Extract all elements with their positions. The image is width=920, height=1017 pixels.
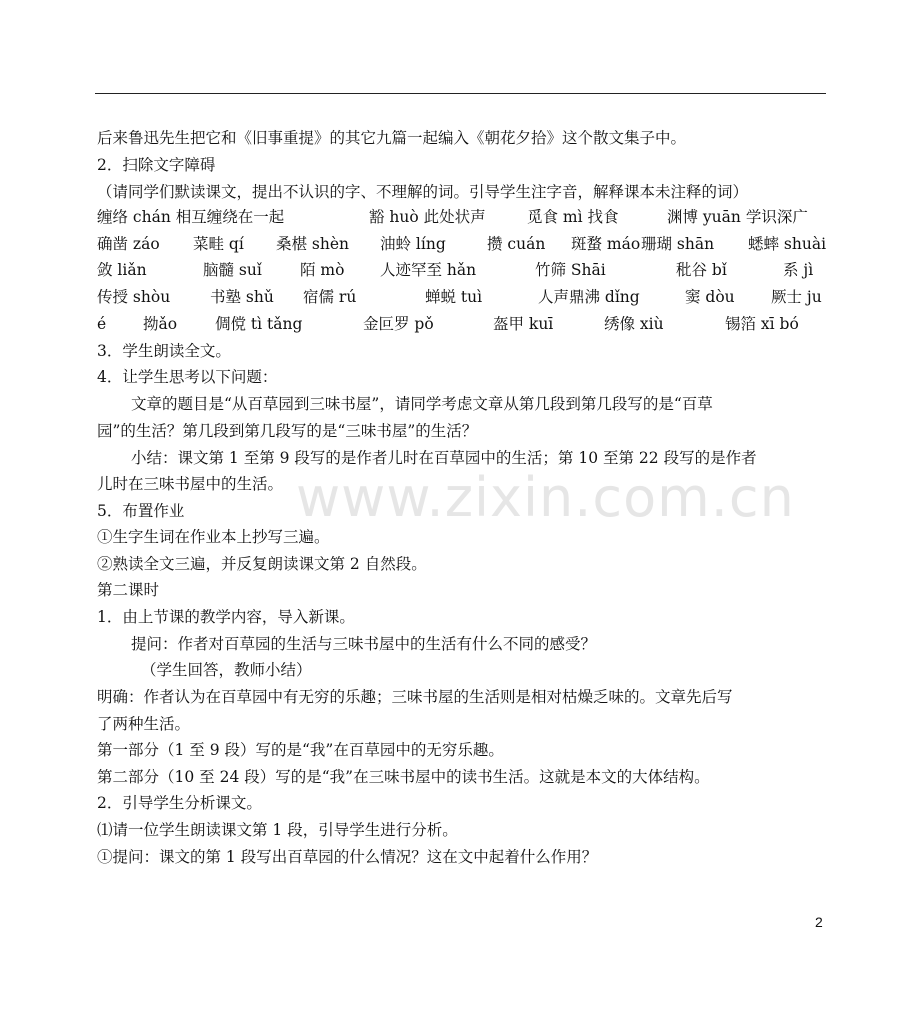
section-heading: 2．扫除文字障碍	[97, 156, 216, 174]
pinyin-entry: 系 jì	[783, 261, 814, 279]
pinyin-entry: 人迹罕至 hǎn	[380, 261, 477, 279]
pinyin-entry: 盔甲 kuī	[493, 315, 554, 333]
header-rule	[95, 93, 826, 94]
pinyin-entry: 蝉蜕 tuì	[425, 288, 483, 306]
pinyin-entry: 陌 mò	[300, 261, 345, 279]
text-line: 文章的题目是“从百草园到三味书屋”，请同学考虑文章从第几段到第几段写的是“百草	[131, 395, 713, 413]
section-heading: 1．由上节课的教学内容，导入新课。	[97, 608, 355, 626]
pinyin-entry: 豁 huò 此处状声	[369, 208, 486, 226]
pinyin-entry: 书塾 shǔ	[210, 288, 274, 306]
pinyin-entry: 秕谷 bǐ	[676, 261, 727, 279]
text-line: 提问：作者对百草园的生活与三味书屋中的生活有什么不同的感受？	[131, 635, 597, 653]
pinyin-entry: 拗ǎo	[143, 315, 178, 333]
pinyin-entry: 渊博 yuān 学识深广	[667, 208, 808, 226]
text-line: 第二部分（10 至 24 段）写的是“我”在三味书屋中的读书生活。这就是本文的大体结构。	[97, 768, 710, 786]
pinyin-entry: 菜畦 qí	[193, 235, 244, 253]
text-line: 后来鲁迅先生把它和《旧事重提》的其它九篇一起编入《朝花夕拾》这个散文集子中。	[97, 129, 687, 147]
section-heading: 第二课时	[97, 581, 160, 599]
pinyin-entry: 敛 liǎn	[97, 261, 147, 279]
pinyin-entry: 确凿 záo	[97, 235, 160, 253]
pinyin-entry: 厥士 ju	[771, 288, 822, 306]
pinyin-entry: 传授 shòu	[97, 288, 171, 306]
text-line: 第一部分（1 至 9 段）写的是“我”在百草园中的无穷乐趣。	[97, 741, 504, 759]
pinyin-entry: 金叵罗 pǒ	[363, 315, 434, 333]
pinyin-entry: 人声鼎沸 dǐng	[538, 288, 640, 306]
pinyin-entry: 锡箔 xī bó	[725, 315, 799, 333]
watermark: www.zixin.com.cn	[296, 466, 795, 529]
pinyin-entry: 油蛉 líng	[380, 235, 446, 253]
list-item: ⑴请一位学生朗读课文第 1 段，引导学生进行分析。	[97, 821, 458, 839]
section-heading: 3．学生朗读全文。	[97, 342, 231, 360]
list-item: ②熟读全文三遍，并反复朗读课文第 2 自然段。	[97, 555, 427, 573]
text-line: 明确：作者认为在百草园中有无穷的乐趣；三味书屋的生活则是相对枯燥乏味的。文章先后写	[97, 688, 733, 706]
section-heading: 2．引导学生分析课文。	[97, 794, 262, 812]
pinyin-entry: 缠络 chán 相互缠绕在一起	[97, 208, 285, 226]
pinyin-entry: 竹筛 Shāi	[535, 261, 606, 279]
text-line: （学生回答，教师小结）	[141, 661, 312, 679]
pinyin-entry: é	[97, 315, 107, 333]
pinyin-entry: 觅食 mì 找食	[527, 208, 619, 226]
pinyin-entry: 窦 dòu	[685, 288, 735, 306]
pinyin-entry: 攒 cuán	[487, 235, 546, 253]
section-heading: 5．布置作业	[97, 502, 185, 520]
pinyin-entry: 珊瑚 shān	[641, 235, 715, 253]
text-line: （请同学们默读课文，提出不认识的字、不理解的词。引导学生注字音，解释课本未注释的词）	[97, 183, 749, 201]
pinyin-entry: 蟋蟀 shuài	[748, 235, 827, 253]
list-item: ①提问：课文的第 1 段写出百草园的什么情况？这在文中起着什么作用？	[97, 848, 598, 866]
pinyin-entry: 倜傥 tì tǎng	[215, 315, 303, 333]
text-line: 小结：课文第 1 至第 9 段写的是作者儿时在百草园中的生活；第 10 至第 22 段写的是作者	[131, 449, 757, 467]
section-heading: 4．让学生思考以下问题：	[97, 368, 278, 386]
pinyin-entry: 桑椹 shèn	[276, 235, 350, 253]
text-line: 儿时在三味书屋中的生活。	[97, 475, 284, 493]
pinyin-entry: 脑髓 suǐ	[203, 261, 262, 279]
list-item: ①生字生词在作业本上抄写三遍。	[97, 528, 330, 546]
pinyin-entry: 斑蝥 máo	[571, 235, 641, 253]
pinyin-entry: 宿儒 rú	[303, 288, 357, 306]
text-line: 园”的生活？第几段到第几段写的是“三味书屋”的生活？	[97, 422, 478, 440]
pinyin-entry: 绣像 xiù	[604, 315, 664, 333]
page-number: 2	[815, 914, 823, 930]
text-line: 了两种生活。	[97, 715, 191, 733]
